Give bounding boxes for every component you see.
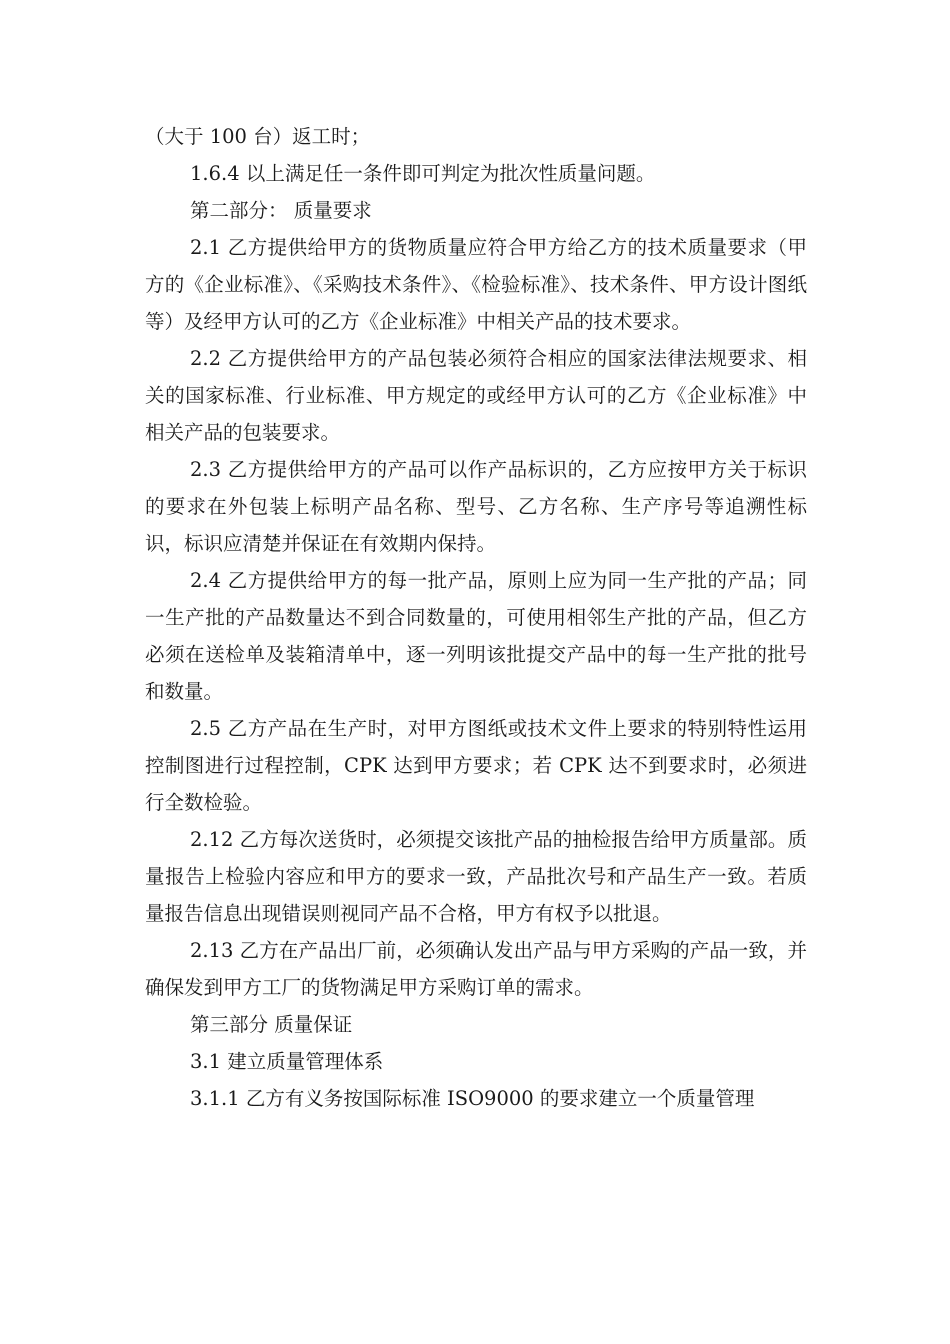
- paragraph-2-2: 2.2 乙方提供给甲方的产品包装必须符合相应的国家法律法规要求、相关的国家标准、行业标准、甲方规定的或经甲方认可的乙方《企业标准》中相关产品的包装要求。: [145, 347, 807, 444]
- paragraph-continuation: （大于 100 台）返工时；: [145, 125, 371, 148]
- subsection-heading-3-1: 3.1 建立质量管理体系: [190, 1050, 384, 1073]
- paragraph-3-1-1: 3.1.1 乙方有义务按国际标准 ISO9000 的要求建立一个质量管理: [190, 1087, 755, 1110]
- document-body: [145, 118, 807, 1117]
- section-heading-part-2: 第二部分： 质量要求: [190, 199, 372, 222]
- paragraph-2-4: 2.4 乙方提供给甲方的每一批产品，原则上应为同一生产批的产品；同一生产批的产品数量达不到合同数量的，可使用相邻生产批的产品，但乙方必须在送检单及装箱清单中，逐一列明该批提交产品中的每一生产批的批号和数量。: [145, 569, 807, 703]
- paragraph-2-5: 2.5 乙方产品在生产时，对甲方图纸或技术文件上要求的特别特性运用控制图进行过程控制，CPK 达到甲方要求；若 CPK 达不到要求时，必须进行全数检验。: [145, 717, 807, 814]
- paragraph-2-13: 2.13 乙方在产品出厂前，必须确认发出产品与甲方采购的产品一致，并确保发到甲方工厂的货物满足甲方采购订单的需求。: [145, 939, 807, 999]
- paragraph-2-12: 2.12 乙方每次送货时，必须提交该批产品的抽检报告给甲方质量部。质量报告上检验内容应和甲方的要求一致，产品批次号和产品生产一致。若质量报告信息出现错误则视同产品不合格，甲方有权予以批退。: [145, 828, 807, 925]
- section-heading-part-3: 第三部分 质量保证: [190, 1013, 353, 1036]
- paragraph-2-1: 2.1 乙方提供给甲方的货物质量应符合甲方给乙方的技术质量要求（甲方的《企业标准》、《采购技术条件》、《检验标准》、技术条件、甲方设计图纸等）及经甲方认可的乙方《企业标准》中相关产品的技术要求。: [145, 236, 807, 333]
- paragraph-2-3: 2.3 乙方提供给甲方的产品可以作产品标识的，乙方应按甲方关于标识的要求在外包装上标明产品名称、型号、乙方名称、生产序号等追溯性标识，标识应清楚并保证在有效期内保持。: [145, 458, 807, 555]
- paragraph-1-6-4: 1.6.4 以上满足任一条件即可判定为批次性质量问题。: [190, 162, 656, 185]
